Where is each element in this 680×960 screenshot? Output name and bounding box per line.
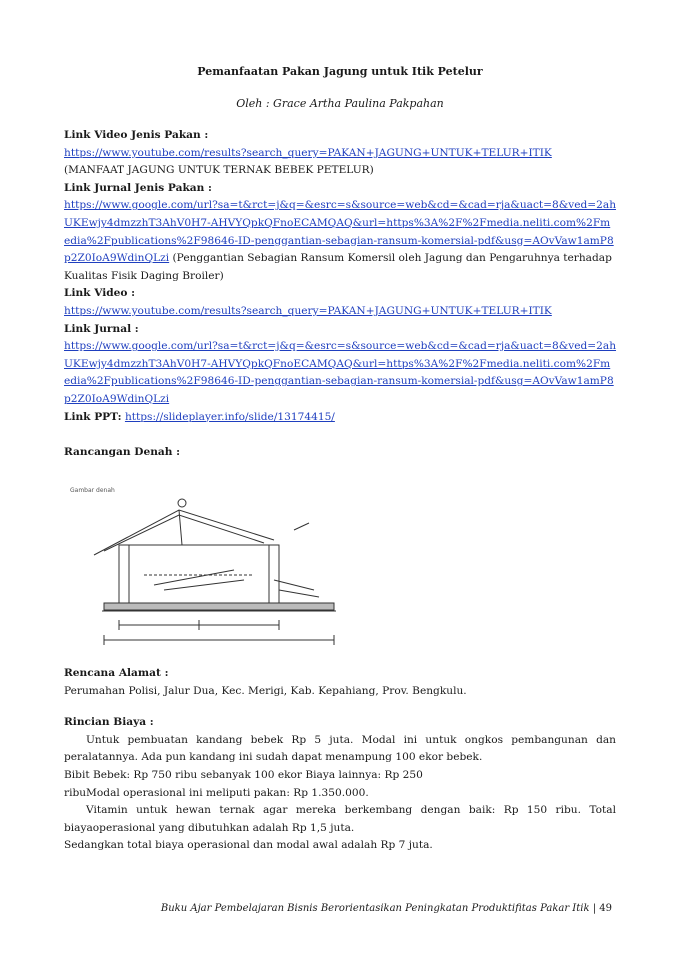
- link-url[interactable]: https://www.youtube.com/results?search_query=PAKAN+JAGUNG+UNTUK+TELUR+ITIK: [64, 146, 552, 159]
- link-note: (Penggantian Sebagian Ransum Komersil oleh Jagung dan Pengaruhnya terhadap Kualitas Fisik Daging Broiler): [64, 252, 612, 282]
- biaya-total: Sedangkan total biaya operasional dan modal awal adalah Rp 7 juta.: [64, 839, 433, 852]
- biaya-line: Bibit Bebek: Rp 750 ribu sebanyak 100 ekor Biaya lainnya: Rp 250: [64, 768, 423, 781]
- link-label: Link Jurnal :: [64, 322, 139, 335]
- link-label: Link Video Jenis Pakan :: [64, 129, 209, 141]
- link-url[interactable]: https://slideplayer.info/slide/13174415/: [124, 410, 335, 423]
- link-label: Link Jurnal Jenis Pakan :: [64, 181, 212, 194]
- link-block-ppt: [64, 409, 616, 427]
- details-section: [64, 665, 616, 855]
- floor-plan-figure: [64, 485, 364, 655]
- link-block-video-pakan: [64, 127, 616, 180]
- links-section: [64, 127, 616, 462]
- document-author: Oleh : Grace Artha Paulina Pakpahan: [236, 97, 444, 110]
- link-url[interactable]: https://www.google.com/url?sa=t&rct=j&q=&esrc=s&source=web&cd=&cad=rja&uact=8&ved=2ahUKEwjy4dmzzhT3AhV0H7-AHVYQpkQFnoECAMQAQ&url=https%3A%2F%2Fmedia.neliti.com%2Fmedia%2Fpublications%2F98646-ID-penggantian-sebagian-ransum-komersial-pdf&usg=AOvVaw1amP8p2Z0IoA9WdinQLzi: [64, 199, 617, 265]
- document-title: Pemanfaatan Pakan Jagung untuk Itik Petelur: [197, 65, 483, 78]
- link-note: (MANFAAT JAGUNG UNTUK TERNAK BEBEK PETELUR): [64, 164, 374, 177]
- biaya-heading: Rincian Biaya :: [64, 716, 154, 729]
- link-label: Link Video :: [64, 287, 136, 300]
- page-footer: [161, 903, 612, 914]
- alamat-text: Perumahan Polisi, Jalur Dua, Kec. Merigi, Kab. Kepahiang, Prov. Bengkulu.: [64, 684, 467, 697]
- page-number: | 49: [592, 903, 612, 914]
- footer-text: Buku Ajar Pembelajaran Bisnis Berorientasikan Peningkatan Produktifitas Pakar Itik: [160, 903, 590, 914]
- alamat-heading: Rencana Alamat :: [64, 667, 169, 679]
- biaya-line: ribuModal operasional ini meliputi pakan: Rp 1.350.000.: [64, 786, 369, 799]
- link-block-jurnal-pakan: [64, 180, 616, 286]
- biaya-paragraph: Vitamin untuk hewan ternak agar mereka berkembang dengan baik: Rp 150 ribu. Total biayaoperasional yang dibutuhkan adalah Rp 1,5 juta.: [64, 804, 616, 834]
- link-url[interactable]: https://www.youtube.com/results?search_query=PAKAN+JAGUNG+UNTUK+TELUR+ITIK: [64, 304, 552, 317]
- link-url[interactable]: https://www.google.com/url?sa=t&rct=j&q=&esrc=s&source=web&cd=&cad=rja&uact=8&ved=2ahUKEwjy4dmzzhT3AhV0H7-AHVYQpkQFnoECAMQAQ&url=https%3A%2F%2Fmedia.neliti.com%2Fmedia%2Fpublications%2F98646-ID-penggantian-sebagian-ransum-komersial-pdf&usg=AOvVaw1amP8p2Z0IoA9WdinQLzi: [64, 340, 617, 405]
- biaya-paragraph: Untuk pembuatan kandang bebek Rp 5 juta. Modal ini untuk ongkos pembangunan dan peralatannya. Ada pun kandang ini sudah dapat menampung 100 ekor bebek.: [64, 733, 616, 764]
- figure-label: Gambar denah: [70, 487, 115, 494]
- link-label: Link PPT:: [64, 410, 122, 423]
- barn-drawing: [64, 485, 364, 655]
- link-block-jurnal: [64, 321, 616, 409]
- denah-heading: Rancangan Denah :: [64, 446, 181, 459]
- link-block-video: [64, 285, 616, 320]
